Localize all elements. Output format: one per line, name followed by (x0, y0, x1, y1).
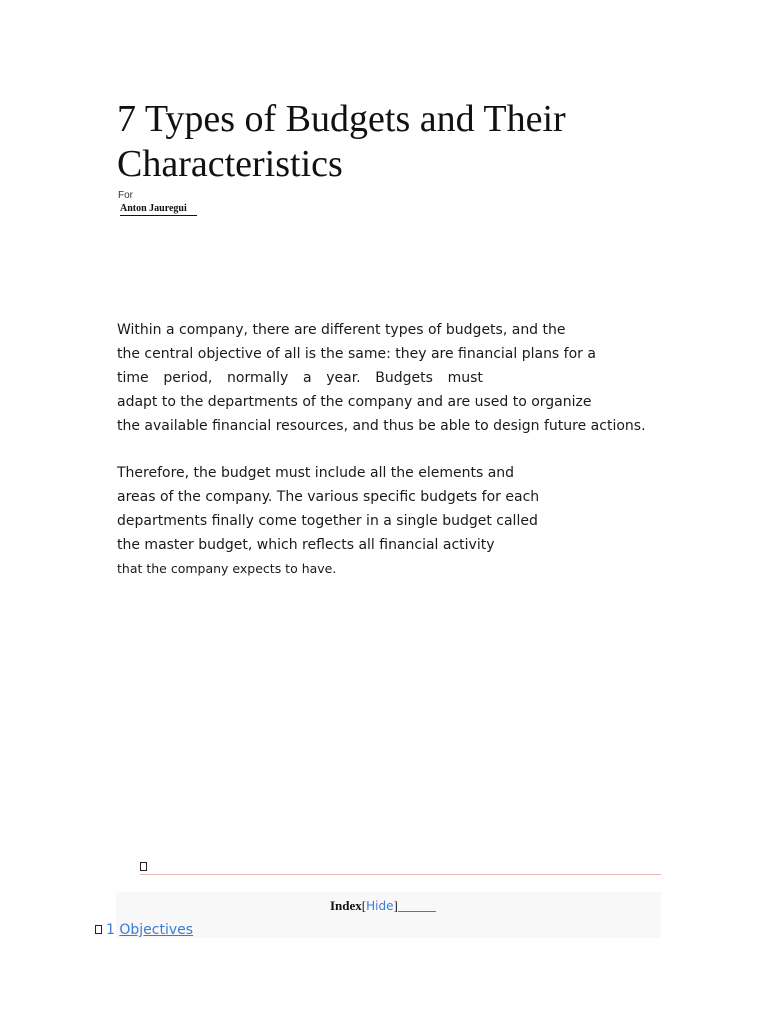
word: period, (163, 370, 213, 386)
square-bullet-icon (95, 925, 102, 934)
paragraph-line: departments finally come together in a single budget called (117, 513, 538, 529)
link-underline (398, 911, 436, 912)
paragraph-line-justified (117, 366, 483, 390)
toc-item-objectives[interactable] (95, 922, 193, 938)
word: a (302, 370, 312, 386)
word: must (447, 370, 483, 386)
paragraph-line: the master budget, which reflects all financial activity (117, 537, 495, 553)
word: normally (227, 370, 289, 386)
second-paragraph (117, 461, 539, 581)
paragraph-line: that the company expects to have. (117, 561, 337, 576)
toc-item-link[interactable]: Objectives (119, 922, 194, 938)
toc-heading (330, 898, 436, 914)
word: year. (326, 370, 361, 386)
paragraph-line: Within a company, there are different types of budgets, and the (117, 322, 566, 338)
paragraph-line: Therefore, the budget must include all the elements and (117, 465, 515, 481)
toc-title: Index (330, 898, 362, 913)
paragraph-line: adapt to the departments of the company and are used to organize (117, 394, 592, 410)
word: time (117, 370, 149, 386)
word: Budgets (375, 370, 433, 386)
bracket: ] (393, 898, 398, 913)
author-link[interactable]: Anton Jauregui (120, 203, 197, 216)
byline-label: For (118, 190, 133, 201)
toc-item-number: 1 (106, 922, 115, 938)
article-title: 7 Types of Budgets and Their Characteristics (117, 98, 566, 185)
paragraph-line: the central objective of all is the same: they are financial plans for a (117, 346, 596, 362)
intro-paragraph (117, 318, 646, 438)
paragraph-line: areas of the company. The various specific budgets for each (117, 489, 540, 505)
toc-hide-link[interactable]: Hide (366, 899, 394, 913)
paragraph-line: the available financial resources, and thus be able to design future actions. (117, 418, 646, 434)
divider (140, 874, 661, 875)
square-bullet-icon (140, 862, 147, 871)
bracket: [ (361, 898, 367, 913)
